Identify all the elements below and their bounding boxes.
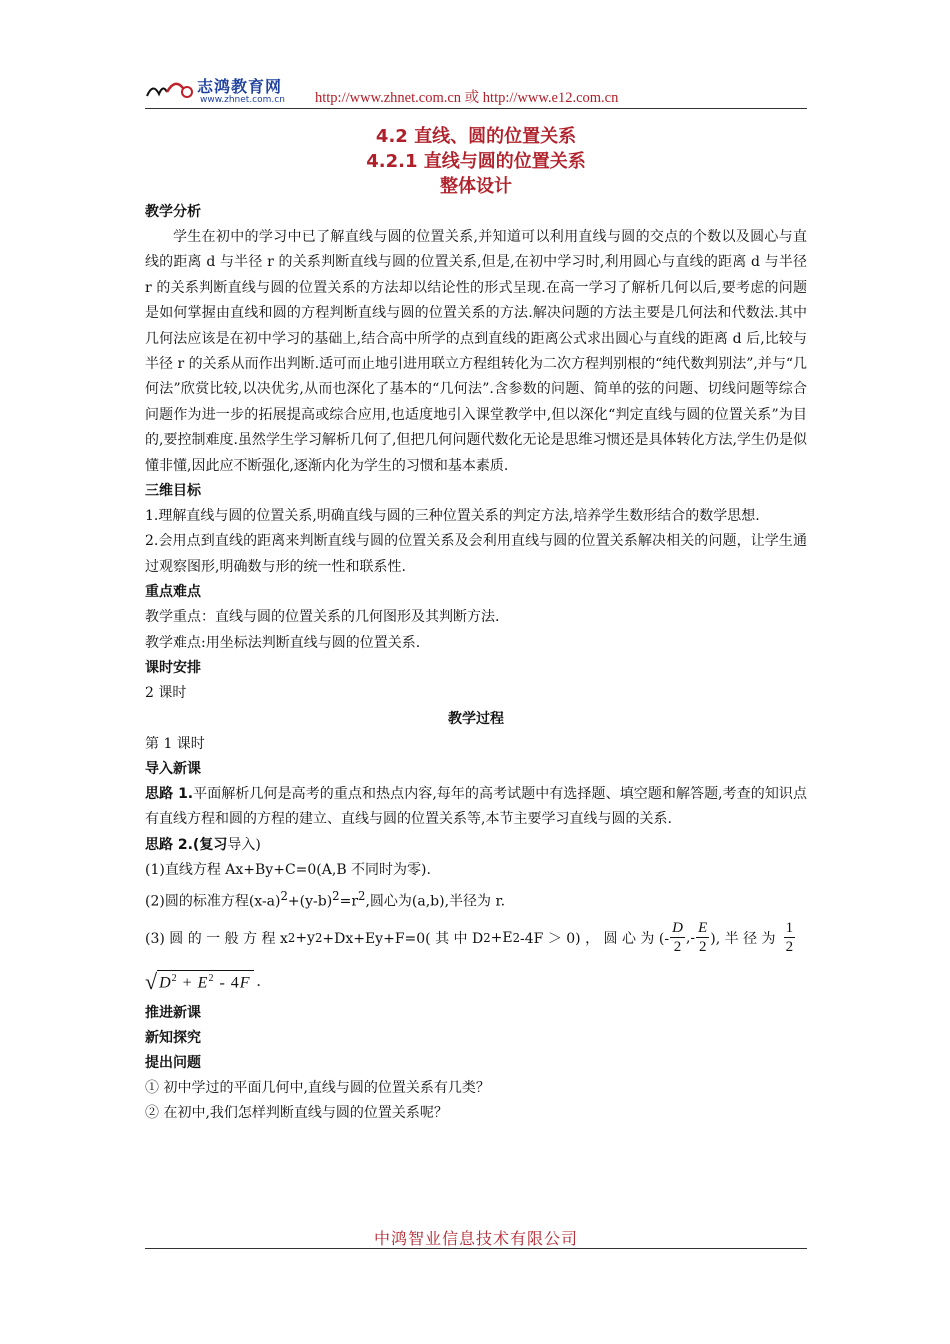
review-line-3: [145, 915, 807, 961]
superscript: 2: [483, 930, 491, 945]
goal-item: 2.会用点到直线的距离来判断直线与圆的位置关系及会利用直线与圆的位置关系解决相关的问题，让学生通过观察图形,明确数与形的统一性和联系性.: [145, 533, 807, 575]
idea-2-tail: 导入): [227, 836, 261, 853]
review-2-part: =r: [339, 893, 359, 910]
radicand-part: +: [177, 974, 198, 992]
radicand-part: E: [197, 974, 209, 992]
idea-1-label: 思路 1.: [145, 785, 194, 802]
schedule-text: 2 课时: [145, 685, 187, 702]
review-3-part: +y: [295, 929, 315, 946]
superscript: 2: [208, 973, 215, 985]
idea-1: [145, 782, 807, 833]
superscript: 2: [171, 973, 178, 985]
analysis-text: 学生在初中的学习中已了解直线与圆的位置关系,并知道可以利用直线与圆的交点的个数以及圆心与直线的距离 d 与半径 r 的关系判断直线与圆的位置关系,但是,在初中学习时,利用圆心与直线的距离 d 与半径 r 的关系判断直线与圆的位置关系的方法却以结论性的形式呈现.在高一学习了解析几何以后,要考虑的问题是如何掌握由直线和圆的方程判断直线与圆的位置关系的方法.解决问题的方法主要是几何法和代数法.其中几何法应该是在初中学习的基础上,结合高中所学的点到直线的距离公式求出圆心与直线的距离 d 后,比较与半径 r 的关系从而作出判断.适可而止地引进用联立方程组转化为二次方程判别根的“纯代数判别法”,并与“几何法”欣赏比较,以决优劣,从而也深化了基本的“几何法”.含参数的问题、简单的弦的问题、切线问题等综合问题作为进一步的拓展提高或综合应用,也适度地引入课堂教学中,但以深化“判定直线与圆的位置关系”为目的,要控制难度.虽然学生学习解析几何了,但把几何问题代数化无论是思维习惯还是具体转化方法,学生仍是似懂非懂,因此应不断强化,逐渐内化为学生的习惯和基本素质.: [145, 229, 807, 474]
superscript: 2: [287, 930, 296, 945]
analysis-heading: 教学分析: [145, 204, 201, 220]
fraction-d-over-2: [670, 919, 685, 956]
page-header: [145, 70, 807, 108]
question-2: ② 在初中,我们怎样判断直线与圆的位置关系呢？: [145, 1105, 448, 1121]
fraction-denominator: 2: [785, 939, 794, 956]
logo-swoosh-icon: [145, 74, 195, 104]
review-2-part: (2)圆的标准方程(x-a): [145, 893, 281, 910]
superscript: 2: [314, 930, 323, 945]
question-heading: 提出问题: [145, 1054, 201, 1071]
section-title: 4.2 直线、圆的位置关系: [375, 126, 577, 147]
intro-heading: 导入新课: [145, 760, 201, 777]
idea-1-text: 平面解析几何是高考的重点和热点内容,每年的高考试题中有选择题、填空题和解答题,考查的知识点有直线方程和圆的方程的建立、直线与圆的位置关系等,本节主要学习直线与圆的关系.: [145, 785, 807, 828]
header-links[interactable]: http://www.zhnet.com.cn 或 http://www.e12.com.cn: [315, 90, 619, 106]
fraction-numerator: 1: [785, 920, 794, 937]
schedule-heading: 课时安排: [145, 660, 201, 677]
goals-heading: 三维目标: [145, 483, 201, 500]
review-3-part: ,-: [685, 929, 696, 946]
idea-2-label: 思路 2.(复习: [145, 836, 228, 853]
radicand-part: F: [239, 974, 251, 992]
formula-period: .: [256, 972, 261, 990]
idea-2: [145, 833, 807, 858]
question-1: ① 初中学过的平面几何中,直线与圆的位置关系有几类？: [145, 1079, 490, 1096]
radicand: [157, 970, 253, 992]
sqrt-icon: √: [145, 968, 158, 994]
header-divider: [145, 108, 807, 109]
review-3-part: -4F ＞ 0) ， 圆 心 为 (-: [520, 930, 670, 947]
review-2-part: ,圆心为(a,b),半径为 r.: [365, 893, 506, 910]
advance-heading: 推进新课: [145, 1004, 201, 1021]
review-2-part: +(y-b): [287, 893, 333, 910]
review-3-part: ), 半 径 为: [710, 930, 776, 947]
review-3-part: +Dx+Ey+F=0( 其 中 D: [322, 930, 484, 947]
superscript: 2: [358, 888, 366, 903]
fraction-numerator: E: [698, 920, 708, 937]
key-point-item: 教学难点:用坐标法判断直线与圆的位置关系.: [145, 634, 421, 651]
key-points-heading: 重点难点: [145, 584, 201, 601]
footer-divider: [145, 1248, 807, 1249]
logo-text: 志鸿教育网: [197, 77, 283, 96]
radicand-part: - 4: [214, 974, 240, 992]
zhnet-logo: [145, 74, 315, 104]
fraction-denominator: 2: [698, 939, 707, 956]
process-heading: 教学过程: [448, 710, 504, 727]
review-line-2: [145, 884, 807, 915]
fraction-e-over-2: [696, 919, 709, 956]
lesson-label: 第 1 课时: [145, 735, 205, 752]
review-3-part: +E: [490, 929, 513, 946]
explore-heading: 新知探究: [145, 1029, 201, 1046]
review-line-1: (1)直线方程 Ax+By+C=0(A,B 不同时为零).: [145, 862, 431, 879]
fraction-numerator: D: [672, 920, 683, 937]
superscript: 2: [332, 888, 340, 903]
key-point-item: 教学重点：直线与圆的位置关系的几何图形及其判断方法.: [145, 609, 500, 626]
goal-item: 1.理解直线与圆的位置关系,明确直线与圆的三种位置关系的判定方法,培养学生数形结合的数学思想.: [145, 508, 760, 525]
radicand-part: D: [159, 974, 172, 992]
radius-formula: [145, 965, 807, 999]
fraction-one-half: [784, 919, 796, 956]
fraction-denominator: 2: [673, 939, 682, 956]
title-block: [145, 124, 807, 199]
subsection-title: 4.2.1 直线与圆的位置关系: [366, 151, 586, 172]
footer-company: 中鸿智业信息技术有限公司: [373, 1229, 578, 1248]
superscript: 2: [512, 930, 521, 945]
design-title: 整体设计: [440, 176, 512, 197]
document-page: [145, 70, 807, 1126]
superscript: 2: [280, 888, 288, 903]
review-3-part: (3) 圆 的 一 般 方 程 x: [145, 930, 288, 947]
logo-url: www.zhnet.com.cn: [200, 95, 285, 105]
